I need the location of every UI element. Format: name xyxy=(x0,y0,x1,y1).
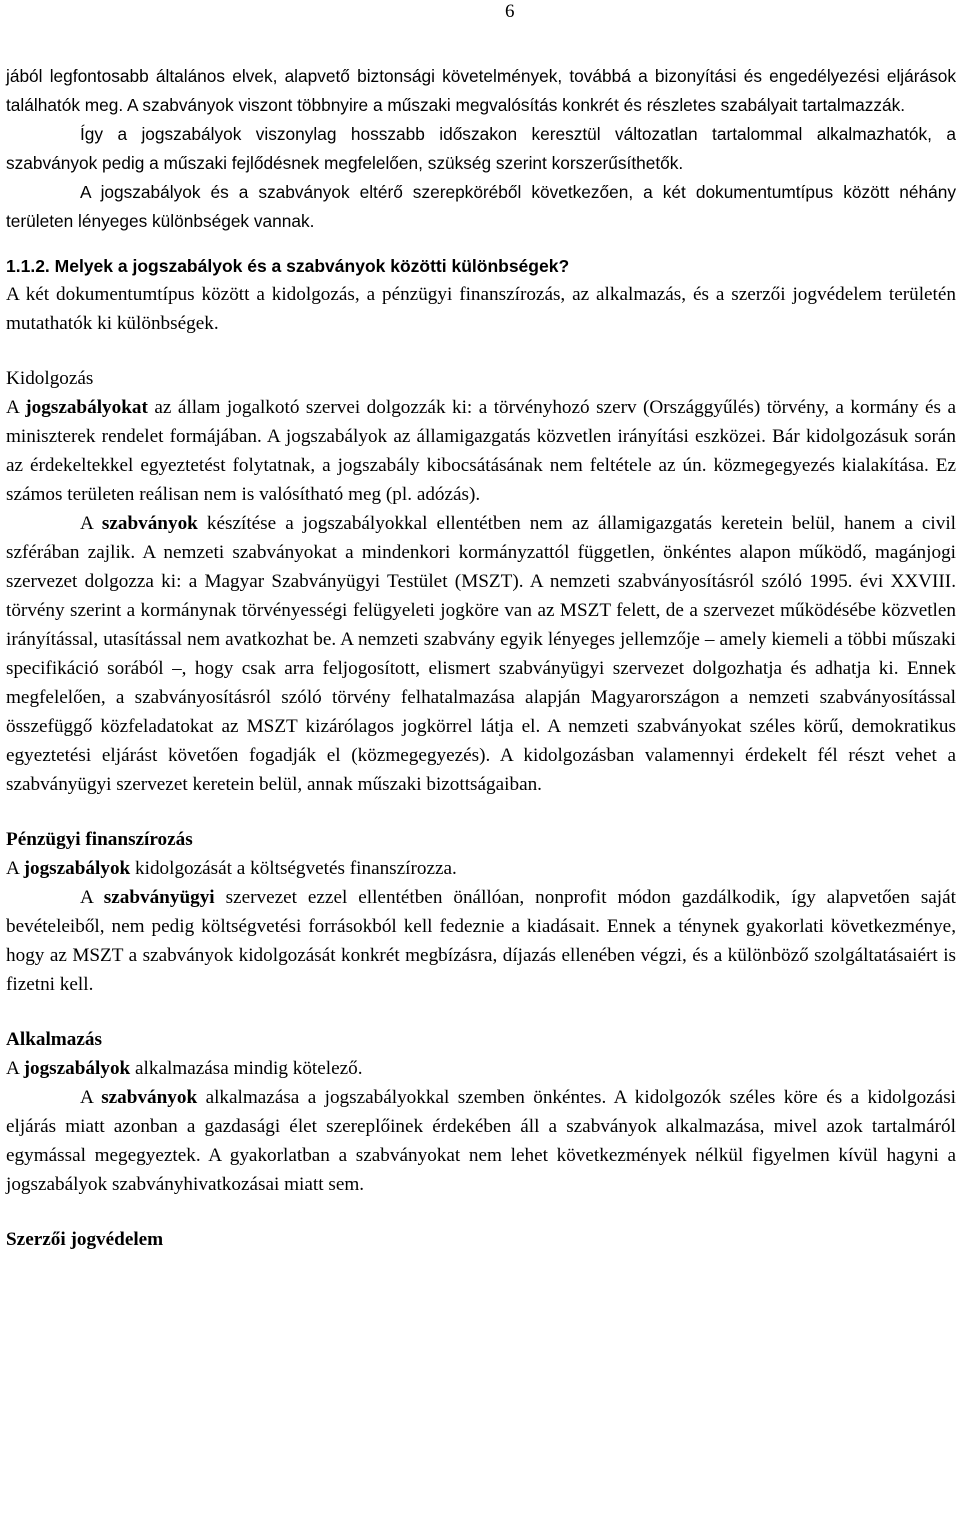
emphasis-term: szabványok xyxy=(101,513,198,534)
intro-paragraph-3: A jogszabályok és a szabványok eltérő szerepköréből következően, a két dokumentumtípus között néhány területen lényeges különbségek vannak. xyxy=(6,182,956,231)
finanszirozas-paragraph-2: A szabványügyi szervezet ezzel ellentétben önállóan, nonprofit módon gazdálkodik, így alapvetően saját bevételeiből, nem pedig költségvetési forrásokból kell fedeznie a kiadásait. Ennek a ténynek gyakorlati következménye, hogy az MSZT a szabványok kidolgozását konkrét megbízásra, díjazás ellenében végzi, és a különböző szolgáltatásaiért is fizetni kell. xyxy=(6,887,956,995)
intro-paragraph-2: Így a jogszabályok viszonylag hosszabb időszakon keresztül változatlan tartalommal alkalmazhatók, a szabványok pedig a műszaki fejlődésnek megfelelően, szükség szerint korszerűsíthetők. xyxy=(6,124,956,173)
intro-paragraph-1: jából legfontosabb általános elvek, alapvető biztonsági követelmények, továbbá a bizonyítási és engedélyezési eljárások találhatók meg. A szabványok viszont többnyire a műszaki megvalósítás konkrét és részletes szabályait tartalmazzák. xyxy=(6,66,956,115)
emphasis-term: szabványok xyxy=(101,1087,198,1108)
alkalmazas-paragraph-1: A jogszabályok alkalmazása mindig kötelező. xyxy=(6,1058,363,1079)
subheading-alkalmazas: Alkalmazás xyxy=(6,1029,102,1050)
emphasis-term: jogszabályok xyxy=(23,858,131,879)
alkalmazas-paragraph-2: A szabványok alkalmazása a jogszabályokkal szemben önkéntes. A kidolgozók széles köre és a kidolgozási eljárás miatt azonban a gazdasági élet szereplőinek érdekében áll a szabványok alkalmazása, mivel azok tartalmáról egymással megegyeztek. A gyakorlatban a szabványokat nem lehet következmények nélkül figyelmen kívül hagyni a jogszabályok szabványhivatkozásai miatt sem. xyxy=(6,1087,956,1195)
finanszirozas-paragraph-1: A jogszabályok kidolgozását a költségvetés finanszírozza. xyxy=(6,858,457,879)
kidolgozas-paragraph-1: A jogszabályokat az állam jogalkotó szervei dolgozzák ki: a törvényhozó szerv (Országgyűlés) törvény, a kormány és a miniszterek rendelet formájában. A jogszabályok az államigazgatás közvetlen irányítási eszközei. Bár kidolgozásuk során az érdekeltekkel egyeztetést folytatnak, a jogszabály kibocsátásának nem feltétele az ún. közmegegyezés kialakítása. Ez számos területen reálisan nem is valósítható meg (pl. adózás). xyxy=(6,397,956,505)
emphasis-term: jogszabályokat xyxy=(25,397,148,418)
page-number: 6 xyxy=(505,1,515,22)
document-body xyxy=(6,62,956,1254)
section-heading: 1.1.2. Melyek a jogszabályok és a szabványok közötti különbségek? xyxy=(6,256,570,276)
subheading-jogvedelem: Szerzői jogvédelem xyxy=(6,1229,164,1250)
emphasis-term: szabványügyi xyxy=(103,887,215,908)
section-intro-paragraph: A két dokumentumtípus között a kidolgozás, a pénzügyi finanszírozás, az alkalmazás, és a szerzői jogvédelem területén mutathatók ki különbségek. xyxy=(6,284,956,334)
emphasis-term: jogszabályok xyxy=(23,1058,131,1079)
subheading-finanszirozas: Pénzügyi finanszírozás xyxy=(6,829,193,850)
kidolgozas-paragraph-2: A szabványok készítése a jogszabályokkal ellentétben nem az államigazgatás keretein belül, hanem a civil szférában zajlik. A nemzeti szabványokat a mindenkori kormányzattól független, önkéntes alapon működő, magánjogi szervezet dolgozza ki: a Magyar Szabványügyi Testület (MSZT). A nemzeti szabványosításról szóló 1995. évi XXVIII. törvény szerint a kormánynak törvényességi felügyeleti jogköre van az MSZT felett, de a szervezet működésébe közvetlen irányítással, utasítással nem avatkozhat be. A nemzeti szabvány egyik lényeges jellemzője – amely kiemeli a többi műszaki specifikáció sorából –, hogy csak arra feljogosított, elismert szabványügyi szervezet dolgozhatja és adhatja ki. Ennek megfelelően, a szabványosításról szóló törvény felhatalmazása alapján Magyarországon a nemzeti szabványosítással összefüggő közfeladatokat az MSZT kizárólagos jogkörrel látja el. A nemzeti szabványokat széles körű, demokratikus egyeztetési eljárást követően fogadják el (közmegegyezés). A kidolgozásban valamennyi érdekelt fél részt vehet a szabványügyi szervezet keretein belül, annak műszaki bizottságaiban. xyxy=(6,513,956,795)
subheading-kidolgozas: Kidolgozás xyxy=(6,368,94,389)
